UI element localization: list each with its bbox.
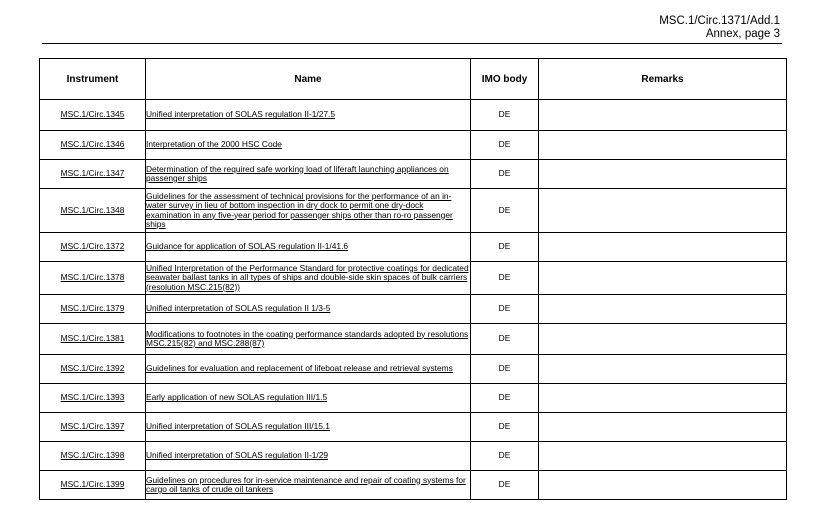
table-row: [40, 324, 787, 355]
instrument-link[interactable]: MSC.1/Circ.1378: [60, 272, 125, 283]
instrument-link[interactable]: MSC.1/Circ.1399: [60, 479, 125, 490]
remarks-cell: [539, 413, 787, 442]
column-header-instrument: Instrument: [40, 59, 146, 100]
instrument-link[interactable]: MSC.1/Circ.1398: [60, 450, 125, 461]
name-cell: [146, 295, 471, 324]
name-cell: [146, 233, 471, 262]
table-row: [40, 233, 787, 262]
header-rule: [42, 43, 782, 44]
table-row: [40, 100, 787, 131]
name-link[interactable]: Determination of the required safe working load of liferaft launching appliances on passenger ships: [146, 163, 449, 183]
instrument-cell: [40, 324, 146, 355]
remarks-cell: [539, 189, 787, 233]
table-row: [40, 355, 787, 384]
name-link[interactable]: Unified interpretation of SOLAS regulation II-1/27.5: [146, 109, 336, 120]
imo-body-cell: DE: [471, 262, 539, 295]
instruments-table: [39, 58, 787, 500]
name-link[interactable]: Guidelines for evaluation and replacement of lifeboat release and retrieval systems: [146, 363, 453, 374]
imo-body-cell: DE: [471, 355, 539, 384]
imo-body-cell: DE: [471, 100, 539, 131]
name-link[interactable]: Unified interpretation of SOLAS regulation II-1/29: [146, 450, 329, 461]
remarks-cell: [539, 233, 787, 262]
remarks-cell: [539, 262, 787, 295]
instrument-link[interactable]: MSC.1/Circ.1393: [60, 392, 125, 403]
instrument-cell: [40, 295, 146, 324]
instrument-cell: [40, 355, 146, 384]
name-link[interactable]: Unified interpretation of SOLAS regulation III/15.1: [146, 421, 330, 432]
table-header-row: [40, 59, 787, 100]
name-cell: [146, 131, 471, 160]
imo-body-cell: DE: [471, 160, 539, 189]
imo-body-cell: DE: [471, 295, 539, 324]
instrument-link[interactable]: MSC.1/Circ.1347: [60, 168, 125, 179]
instrument-cell: [40, 189, 146, 233]
remarks-cell: [539, 384, 787, 413]
name-cell: [146, 100, 471, 131]
name-cell: [146, 471, 471, 500]
instrument-link[interactable]: MSC.1/Circ.1372: [60, 241, 125, 252]
column-header-remarks: Remarks: [539, 59, 787, 100]
name-link[interactable]: Unified Interpretation of the Performance Standard for protective coatings for dedicated seawater ballast tanks in all types of ships and double-side skin spaces of bulk carriers (resolution MSC.215(82)): [146, 262, 469, 292]
instrument-cell: [40, 413, 146, 442]
imo-body-cell: DE: [471, 324, 539, 355]
instrument-link[interactable]: MSC.1/Circ.1381: [60, 333, 125, 344]
name-link[interactable]: Guidelines for the assessment of technical provisions for the performance of an in-water survey in lieu of bottom inspection in dry dock to permit one dry-dock examination in any five-year period for passenger ships other than ro-ro passenger ships: [146, 190, 453, 229]
instrument-cell: [40, 233, 146, 262]
table-row: [40, 471, 787, 500]
imo-body-cell: DE: [471, 471, 539, 500]
instrument-cell: [40, 384, 146, 413]
table-row: [40, 189, 787, 233]
remarks-cell: [539, 324, 787, 355]
remarks-cell: [539, 355, 787, 384]
instrument-link[interactable]: MSC.1/Circ.1397: [60, 421, 125, 432]
imo-body-cell: DE: [471, 131, 539, 160]
name-link[interactable]: Modifications to footnotes in the coating performance standards adopted by resolutions MSC.215(82) and MSC.288(87): [146, 328, 469, 348]
instrument-link[interactable]: MSC.1/Circ.1345: [60, 109, 125, 120]
name-cell: [146, 189, 471, 233]
remarks-cell: [539, 442, 787, 471]
instrument-link[interactable]: MSC.1/Circ.1346: [60, 139, 125, 150]
table-row: [40, 384, 787, 413]
document-reference: MSC.1/Circ.1371/Add.1: [659, 15, 780, 27]
imo-body-cell: DE: [471, 413, 539, 442]
name-link[interactable]: Interpretation of the 2000 HSC Code: [146, 139, 282, 150]
table-row: [40, 131, 787, 160]
imo-body-cell: DE: [471, 233, 539, 262]
name-cell: [146, 384, 471, 413]
table-row: [40, 442, 787, 471]
instrument-cell: [40, 262, 146, 295]
remarks-cell: [539, 471, 787, 500]
imo-body-cell: DE: [471, 189, 539, 233]
instrument-cell: [40, 471, 146, 500]
column-header-name: Name: [146, 59, 471, 100]
table-row: [40, 295, 787, 324]
name-link[interactable]: Early application of new SOLAS regulation III/1.5: [146, 392, 328, 403]
remarks-cell: [539, 295, 787, 324]
name-cell: [146, 160, 471, 189]
instrument-cell: [40, 160, 146, 189]
name-cell: [146, 442, 471, 471]
name-cell: [146, 413, 471, 442]
instrument-link[interactable]: MSC.1/Circ.1379: [60, 303, 125, 314]
page-header: [659, 15, 780, 41]
page-number: Annex, page 3: [705, 28, 780, 40]
instrument-link[interactable]: MSC.1/Circ.1392: [60, 363, 125, 374]
column-header-imo-body: IMO body: [471, 59, 539, 100]
table-row: [40, 413, 787, 442]
imo-body-cell: DE: [471, 384, 539, 413]
name-link[interactable]: Guidelines on procedures for in-service maintenance and repair of coating systems for cargo oil tanks of crude oil tankers: [146, 474, 466, 494]
name-cell: [146, 355, 471, 384]
name-link[interactable]: Guidance for application of SOLAS regulation II-1/41.6: [146, 241, 349, 252]
table-row: [40, 160, 787, 189]
name-cell: [146, 262, 471, 295]
instrument-link[interactable]: MSC.1/Circ.1348: [60, 204, 125, 215]
remarks-cell: [539, 160, 787, 189]
remarks-cell: [539, 131, 787, 160]
name-cell: [146, 324, 471, 355]
remarks-cell: [539, 100, 787, 131]
name-link[interactable]: Unified interpretation of SOLAS regulation II 1/3-5: [146, 303, 331, 314]
imo-body-cell: DE: [471, 442, 539, 471]
instrument-cell: [40, 131, 146, 160]
instrument-cell: [40, 442, 146, 471]
instrument-cell: [40, 100, 146, 131]
table-row: [40, 262, 787, 295]
